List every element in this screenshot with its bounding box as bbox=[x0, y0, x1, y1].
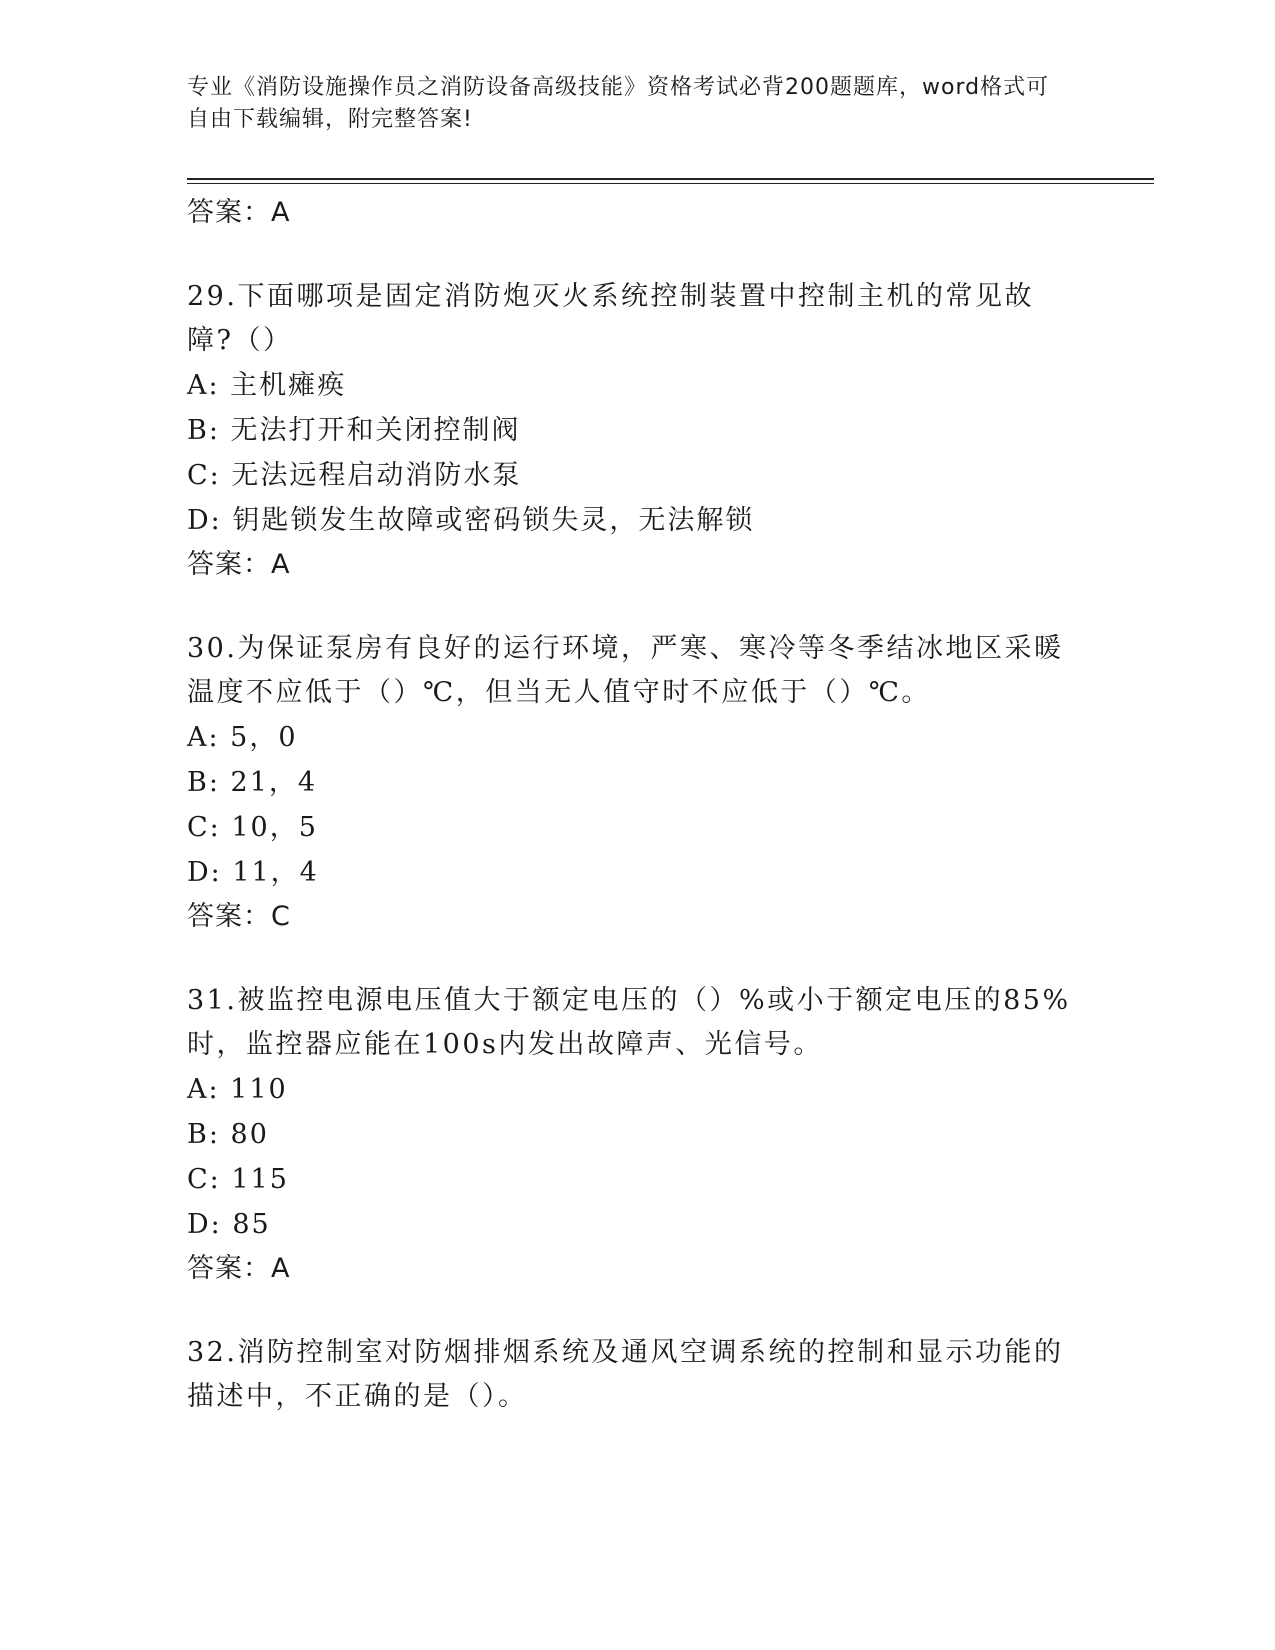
question-answer: 答案：A bbox=[187, 549, 291, 580]
option-d: D: 钥匙锁发生故障或密码锁失灵，无法解锁 bbox=[187, 505, 755, 536]
question-31 bbox=[187, 979, 1077, 1291]
question-stem: 32.消防控制室对防烟排烟系统及通风空调系统的控制和显示功能的描述中，不正确的是（）。 bbox=[187, 1337, 1064, 1412]
option-b: B: 无法打开和关闭控制阀 bbox=[187, 415, 521, 446]
option-a: A: 5，0 bbox=[187, 722, 298, 753]
question-list bbox=[187, 191, 1077, 1419]
question-answer: 答案：C bbox=[187, 901, 291, 932]
option-a: A: 110 bbox=[187, 1074, 288, 1105]
option-d: D: 85 bbox=[187, 1209, 271, 1240]
question-stem: 31.被监控电源电压值大于额定电压的（）%或小于额定电压的85%时，监控器应能在100s内发出故障声、光信号。 bbox=[187, 985, 1071, 1060]
option-a: A: 主机瘫痪 bbox=[187, 370, 347, 401]
question-32 bbox=[187, 1331, 1077, 1419]
option-c: C: 10，5 bbox=[187, 812, 318, 843]
option-c: C: 无法远程启动消防水泵 bbox=[187, 460, 522, 491]
question-stem: 30.为保证泵房有良好的运行环境，严寒、寒冷等冬季结冰地区采暖温度不应低于（）℃，但当无人值守时不应低于（）℃。 bbox=[187, 633, 1064, 708]
question-30 bbox=[187, 627, 1077, 939]
header-divider-thin bbox=[187, 183, 1154, 184]
option-b: B: 80 bbox=[187, 1119, 269, 1150]
question-answer: 答案：A bbox=[187, 1253, 291, 1284]
option-d: D: 11，4 bbox=[187, 857, 319, 888]
document-header: 专业《消防设施操作员之消防设备高级技能》资格考试必背200题题库，word格式可自由下载编辑，附完整答案! bbox=[187, 75, 1050, 132]
header-divider bbox=[187, 178, 1154, 180]
question-29 bbox=[187, 275, 1077, 587]
option-c: C: 115 bbox=[187, 1164, 289, 1195]
question-stem: 29.下面哪项是固定消防炮灭火系统控制装置中控制主机的常见故障?（） bbox=[187, 281, 1034, 356]
option-b: B: 21，4 bbox=[187, 767, 318, 798]
previous-answer: 答案：A bbox=[187, 197, 291, 228]
